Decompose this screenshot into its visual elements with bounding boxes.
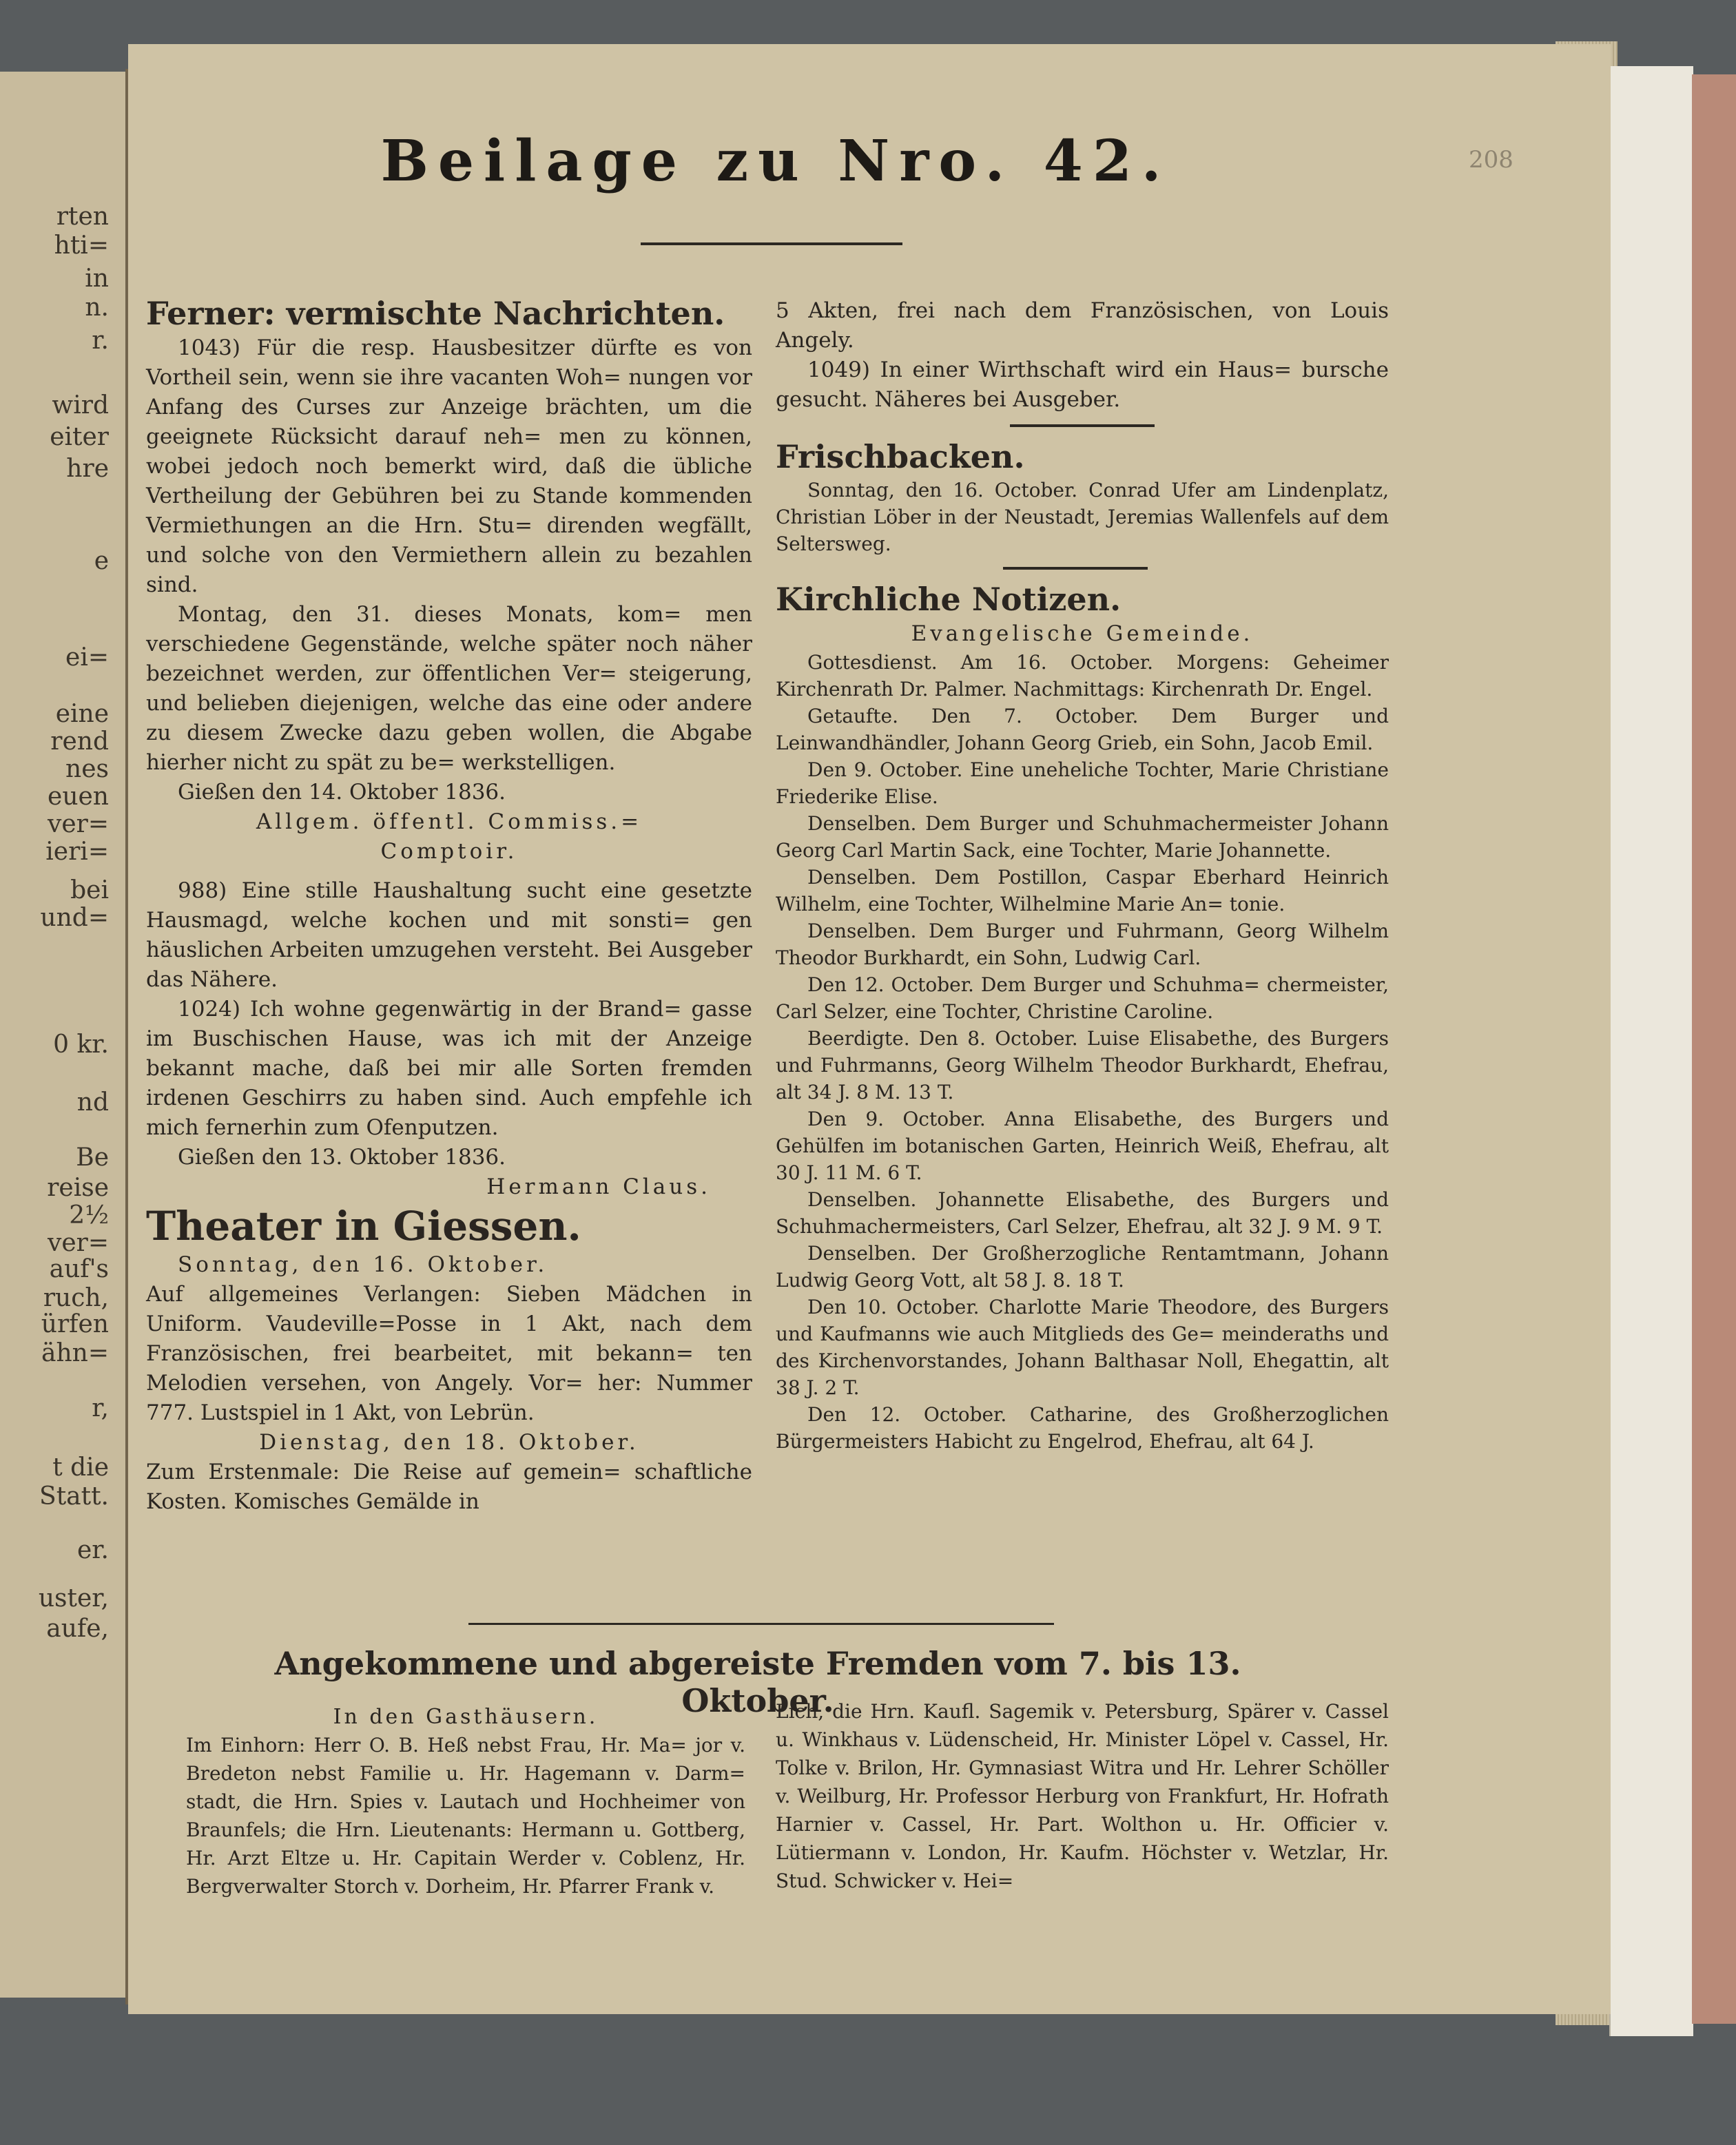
page-number: 208	[1469, 146, 1513, 174]
left-margin-fragment: r.	[92, 327, 109, 355]
left-margin-fragment: ähn=	[41, 1339, 109, 1367]
left-margin-fragment: nes	[65, 755, 109, 783]
left-margin-fragment: euen	[48, 783, 109, 811]
left-margin-fragment: ruch,	[43, 1284, 109, 1312]
left-margin-fragment: Be	[76, 1143, 109, 1172]
gemeinde-subtitle: Evangelische Gemeinde.	[911, 621, 1254, 646]
beerdigte-3: Denselben. Johannette Elisabethe, des Burgers und Schuhmachermeisters, Carl Selzer, Ehefrau, alt 32 J. 9 M. 9 T.	[776, 1188, 1389, 1238]
cover-edge	[1692, 74, 1736, 2024]
theater-continuation: 5 Akten, frei nach dem Französischen, von Louis Angely.	[776, 298, 1389, 353]
left-margin-fragment: reise	[47, 1174, 109, 1202]
ad-1049: 1049) In einer Wirthschaft wird ein Haus= bursche gesucht. Näheres bei Ausgeber.	[776, 358, 1389, 412]
fremden-left-text: Im Einhorn: Herr O. B. Heß nebst Frau, Hr. Ma= jor v. Bredeton nebst Familie u. Hr. Hagemann v. Darm= stadt, die Hrn. Spies v. Lautach und Hochheimer von Braunfels; die Hrn. Lieutenants: Hermann u. Gottberg, Hr. Arzt Eltze u. Hr. Capitain Werder v. Coblenz, Hr. Bergverwalter Storch v. Dorheim, Hr. Pfarrer Frank v.	[186, 1734, 745, 1898]
left-margin-fragment: rten	[56, 203, 109, 231]
left-margin-fragment: ver=	[47, 1229, 109, 1257]
theater-date-2: Dienstag, den 18. Oktober.	[259, 1430, 639, 1455]
getaufte-1: Getaufte. Den 7. October. Dem Burger und Leinwandhändler, Johann Georg Grieb, ein Sohn, Jacob Emil.	[776, 705, 1389, 754]
beerdigte-1: Beerdigte. Den 8. October. Luise Elisabethe, des Burgers und Fuhrmanns, Georg Wilhelm Theodor Burkhardt, Ehefrau, alt 34 J. 8 M. 13 T.	[776, 1027, 1389, 1103]
left-margin-fragment: ei=	[65, 643, 109, 672]
left-margin-fragment: bei	[70, 876, 109, 904]
fremden-subtitle: In den Gasthäusern.	[333, 1705, 599, 1729]
fremden-right-text: Lich, die Hrn. Kaufl. Sagemik v. Petersburg, Spärer v. Cassel u. Winkhaus v. Lüdenscheid, Hr. Minister Löpel v. Cassel, Hr. Tolke v. Brilon, Hr. Gymnasiast Witra und Hr. Lehrer Schöller v. Weilburg, Hr. Professor Herburg von Frankfurt, Hr. Hofrath Harnier v. Cassel, Hr. Part. Wolthon u. Hr. Officier v. Lütiermann v. London, Hr. Kaufm. Höchster v. Wetzlar, Hr. Stud. Schwicker v. Hei=	[776, 1700, 1389, 1892]
frischbacken-title: Frischbacken.	[776, 438, 1025, 475]
left-margin-fragment: uster,	[38, 1584, 109, 1613]
getaufte-3: Denselben. Dem Burger und Schuhmachermeister Johann Georg Carl Martin Sack, eine Tochter, Marie Johannette.	[776, 812, 1389, 862]
left-margin-fragment: Statt.	[39, 1482, 109, 1511]
ad-1024-signature: Hermann Claus.	[486, 1174, 711, 1199]
left-margin-fragment: auf's	[49, 1255, 109, 1283]
left-margin-fragment: eiter	[50, 423, 109, 451]
left-margin-fragment: ieri=	[45, 838, 109, 866]
left-margin-fragment: 0 kr.	[53, 1030, 109, 1059]
theater-title: Theater in Giessen.	[146, 1203, 581, 1250]
ad-1043-b: Montag, den 31. dieses Monats, kom= men verschiedene Gegenstände, welche später noch näher bezeichnet werden, zur öffentlichen Ver= steigerung, und belieben diejenigen, welche das eine oder andere zu diesem Zwecke dazu geben wollen, die Abgabe hierher nicht zu spät zu be= werkstelligen.	[146, 602, 752, 775]
left-margin-fragment: r,	[92, 1394, 109, 1422]
fremden-right	[776, 1697, 1389, 1895]
ad-988: 988) Eine stille Haushaltung sucht eine gesetzte Hausmagd, welche kochen und mit sonsti= gen häuslichen Arbeiten umzugehen versteht. Bei Ausgeber das Nähere.	[146, 878, 752, 992]
left-margin-fragment: n.	[85, 293, 109, 322]
left-margin-fragment: wird	[52, 391, 109, 419]
frischbacken-text: Sonntag, den 16. October. Conrad Ufer am Lindenplatz, Christian Löber in der Neustadt, Jeremias Wallenfels auf dem Seltersweg.	[776, 479, 1389, 555]
beerdigte-2: Den 9. October. Anna Elisabethe, des Burgers und Gehülfen im botanischen Garten, Heinrich Weiß, Ehefrau, alt 30 J. 11 M. 6 T.	[776, 1108, 1389, 1184]
beerdigte-6: Den 12. October. Catharine, des Großherzoglichen Bürgermeisters Habicht zu Engelrod, Ehefrau, alt 64 J.	[776, 1403, 1389, 1453]
kirchliche-title: Kirchliche Notizen.	[776, 581, 1122, 618]
ad-1024: 1024) Ich wohne gegenwärtig in der Brand= gasse im Buschischen Hause, was ich mit der Anzeige bekannt mache, daß bei mir alle Sorten fremden irdenen Geschirrs zu haben sind. Auch empfehle ich mich fernerhin zum Ofenputzen.	[146, 997, 752, 1140]
white-card	[1609, 66, 1693, 2036]
section-title: Ferner: vermischte Nachrichten.	[146, 295, 725, 332]
left-margin-fragment: und=	[40, 904, 109, 932]
theater-text-1: Auf allgemeines Verlangen: Sieben Mädchen in Uniform. Vaudeville=Posse in 1 Akt, nach dem Französischen, frei bearbeitet, mit bekann= ten Melodien versehen, von Angely. Vor= her: Nummer 777. Lustspiel in 1 Akt, von Lebrün.	[146, 1282, 752, 1425]
left-margin-fragment: t die	[52, 1453, 109, 1482]
theater-date-1: Sonntag, den 16. Oktober.	[178, 1252, 548, 1277]
left-margin-fragment: aufe,	[46, 1615, 109, 1643]
getaufte-2: Den 9. October. Eine uneheliche Tochter, Marie Christiane Friederike Elise.	[776, 758, 1389, 808]
left-margin-fragment: rend	[50, 727, 109, 756]
left-margin-fragment: 2½	[69, 1201, 109, 1230]
left-margin-fragment: e	[94, 547, 109, 575]
rule-1	[1010, 424, 1155, 427]
right-column	[776, 296, 1389, 1455]
left-margin-fragment: ver=	[47, 810, 109, 838]
ad-1043-signature-1: Allgem. öffentl. Commiss.=	[256, 809, 643, 834]
left-page-edge	[0, 72, 127, 1998]
beerdigte-4: Denselben. Der Großherzogliche Rentamtmann, Johann Ludwig Georg Vott, alt 58 J. 8. 18 T.	[776, 1242, 1389, 1292]
title-rule	[641, 242, 902, 245]
fremden-rule	[468, 1623, 1054, 1625]
ad-1024-date: Gießen den 13. Oktober 1836.	[178, 1145, 506, 1170]
beerdigte-5: Den 10. October. Charlotte Marie Theodore, des Burgers und Kaufmanns wie auch Mitglieds des Ge= meinderaths und des Kirchenvorstandes, Johann Balthasar Noll, Ehegattin, alt 38 J. 2 T.	[776, 1296, 1389, 1399]
fremden-title: Angekommene und abgereiste Fremden vom 7. bis 13. Oktober.	[274, 1645, 1241, 1719]
ad-1043: 1043) Für die resp. Hausbesitzer dürfte es von Vortheil sein, wenn sie ihre vacanten Woh= nungen vor Anfang des Curses zur Anzeige brächten, um die geeignete Rücksicht darauf neh= men zu können, wobei jedoch noch bemerkt wird, daß die übliche Vertheilung der Gebühren bei zu Stande kommenden Vermiethungen an die Hrn. Stu= direnden wegfällt, und solche von den Vermiethern allein zu bezahlen sind.	[146, 335, 752, 597]
left-margin-fragment: hti=	[54, 231, 109, 260]
rule-2	[1003, 567, 1148, 570]
fremden-left	[186, 1703, 745, 1900]
theater-text-2: Zum Erstenmale: Die Reise auf gemein= schaftliche Kosten. Komisches Gemälde in	[146, 1460, 752, 1514]
left-margin-fragment: hre	[66, 455, 109, 483]
getaufte-6: Den 12. October. Dem Burger und Schuhma= chermeister, Carl Selzer, eine Tochter, Christine Caroline.	[776, 973, 1389, 1023]
left-column	[146, 293, 752, 1517]
ad-1043-signature-2: Comptoir.	[380, 839, 518, 864]
left-margin-fragment: nd	[76, 1088, 109, 1117]
gottesdienst: Gottesdienst. Am 16. October. Morgens: Geheimer Kirchenrath Dr. Palmer. Nachmittags: Kirchenrath Dr. Engel.	[776, 651, 1389, 701]
ad-1043-date: Gießen den 14. Oktober 1836.	[178, 780, 506, 805]
getaufte-4: Denselben. Dem Postillon, Caspar Eberhard Heinrich Wilhelm, eine Tochter, Wilhelmine Marie An= tonie.	[776, 866, 1389, 915]
getaufte-5: Denselben. Dem Burger und Fuhrmann, Georg Wilhelm Theodor Burkhardt, ein Sohn, Ludwig Carl.	[776, 920, 1389, 969]
left-margin-fragment: in	[85, 265, 109, 293]
left-margin-fragment: ürfen	[41, 1310, 109, 1338]
left-margin-fragment: eine	[55, 700, 109, 728]
left-margin-fragment: er.	[76, 1536, 109, 1564]
page-title: Beilage zu Nro. 42.	[380, 128, 1171, 194]
